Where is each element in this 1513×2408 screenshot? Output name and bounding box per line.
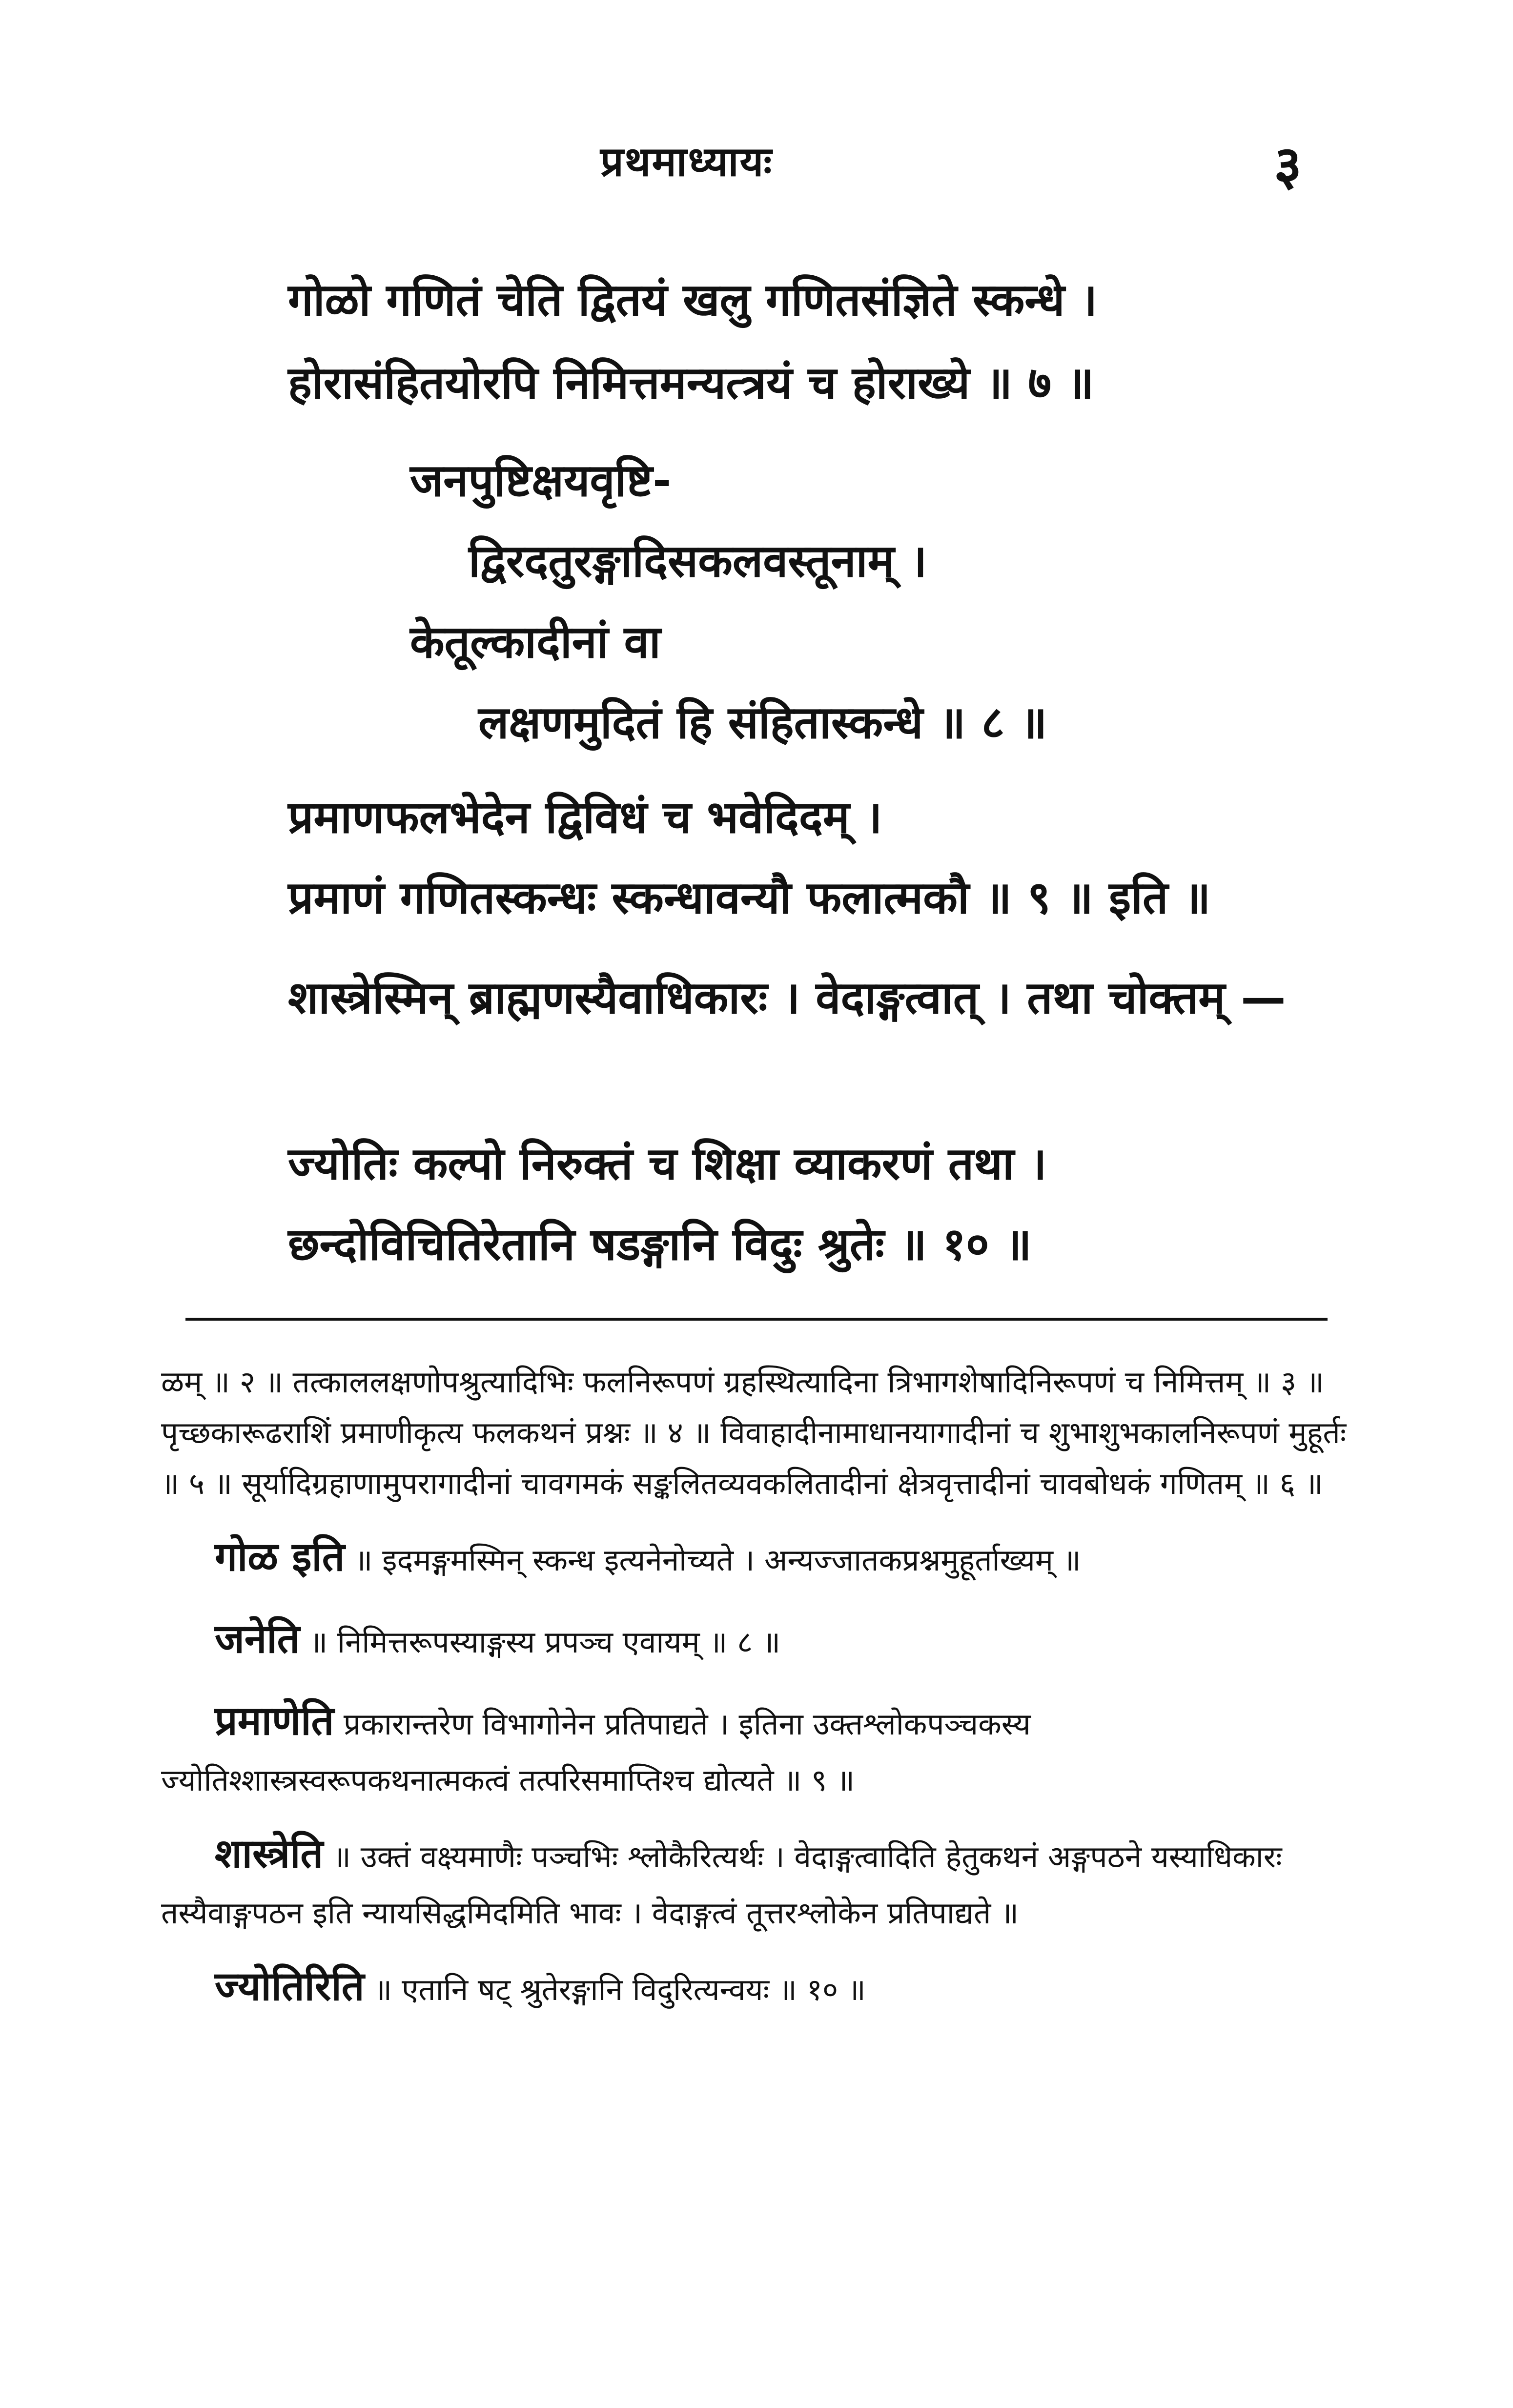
commentary-lemma: शास्त्रेति <box>215 1830 324 1877</box>
commentary-item <box>161 1524 1352 1591</box>
verse-line: गोळो गणितं चेति द्वितयं खलु गणितसंज्ञिते स्कन्धे । <box>288 274 1098 326</box>
verse-line: जनपुष्टिक्षयवृष्टि- <box>410 454 672 507</box>
commentary-text: ॥ निमित्तरूपस्याङ्गस्य प्रपञ्च एवायम् ॥ ८ ॥ <box>309 1624 781 1660</box>
commentary-text: ॥ उक्तं वक्ष्यमाणैः पञ्चभिः श्लोकैरित्यर्थः । वेदाङ्गत्वादिति हेतुकथनं अङ्गपठने यस्याधिकारः तस्यैवाङ्गपठन इति न्यायसिद्धमिदमिति भावः । वेदाङ्गत्वं तूत्तरश्लोकेन प्रतिपाद्यते ॥ <box>161 1838 1282 1931</box>
commentary-continuation: ळम् ॥ २ ॥ तत्काललक्षणोपश्रुत्यादिभिः फलनिरूपणं ग्रहस्थित्यादिना त्रिभागशेषादिनिरूपणं च निमित्तम् ॥ ३ ॥ पृच्छकारूढराशिं प्रमाणीकृत्य फलकथनं प्रश्नः ॥ ४ ॥ विवाहादीनामाधानयागादीनां च शुभाशुभकालनिरूपणं मुहूर्तः ॥ ५ ॥ सूर्यादिग्रहाणामुपरागादीनां चावगमकं सङ्कलितव्यवकलितादीनां क्षेत्रवृत्तादीनां चावबोधकं गणितम् ॥ ६ ॥ <box>161 1364 1347 1502</box>
commentary-item <box>161 1606 1352 1673</box>
page-number: ३ <box>1274 134 1302 197</box>
running-head <box>0 132 1513 200</box>
prose-paragraph <box>161 957 1352 1040</box>
commentary-lemma: ज्योतिरिति <box>215 1963 365 2010</box>
verse-line: प्रमाणं गणितस्कन्धः स्कन्धावन्यौ फलात्मकौ ॥ ९ ॥ इति ॥ <box>288 872 1211 924</box>
verse-9 <box>288 791 1211 925</box>
commentary-lemma: प्रमाणेति <box>215 1697 334 1744</box>
verse-line: होरासंहितयोरपि निमित्तमन्यत्त्रयं च होराख्ये ॥ ७ ॥ <box>288 357 1094 409</box>
prose-text: शास्त्रेस्मिन् ब्राह्मणस्यैवाधिकारः । वेदाङ्गत्वात् । तथा चोक्तम् — <box>288 972 1286 1024</box>
verse-line: प्रमाणफलभेदेन द्विविधं च भवेदिदम् । <box>288 791 882 843</box>
verse-line: लक्षणमुदितं हि संहितास्कन्धे ॥ ८ ॥ <box>478 696 1047 749</box>
commentary-text: प्रकारान्तरेण विभागोनेन प्रतिपाद्यते । इतिना उक्तश्लोकपञ्चकस्य ज्योतिश्शास्त्रस्वरूपकथनात्मकत्वं तत्परिसमाप्तिश्च द्योत्यते ॥ ९ ॥ <box>161 1706 1031 1798</box>
commentary-text: ॥ एतानि षट् श्रुतेरङ्गानि विदुरित्यन्वयः ॥ १० ॥ <box>374 1971 866 2007</box>
commentary-divider <box>185 1318 1328 1321</box>
commentary-item <box>161 1688 1352 1806</box>
verse-line: ज्योतिः कल्पो निरुक्तं च शिक्षा व्याकरणं तथा । <box>288 1138 1047 1190</box>
verse-line: द्विरदतुरङ्गादिसकलवस्तूनाम् । <box>469 535 927 588</box>
verse-line: केतूल्कादीनां वा <box>410 615 661 668</box>
running-title: प्रथमाध्यायः <box>600 138 773 185</box>
verse-8 <box>410 454 1047 750</box>
verse-7 <box>288 273 1097 410</box>
commentary-lemma: गोळ इति <box>215 1534 345 1581</box>
commentary-item <box>161 1820 1352 1939</box>
commentary <box>161 1357 1352 2020</box>
commentary-lemma: जनेति <box>215 1616 300 1663</box>
verse-line: छन्दोविचितिरेतानि षडङ्गानि विदुः श्रुतेः ॥ १० ॥ <box>288 1218 1032 1271</box>
commentary-item <box>161 1953 1352 2020</box>
verse-10 <box>288 1137 1047 1272</box>
commentary-text: ॥ इदमङ्गमस्मिन् स्कन्ध इत्यनेनोच्यते । अन्यज्जातकप्रश्नमुहूर्ताख्यम् ॥ <box>354 1542 1081 1578</box>
